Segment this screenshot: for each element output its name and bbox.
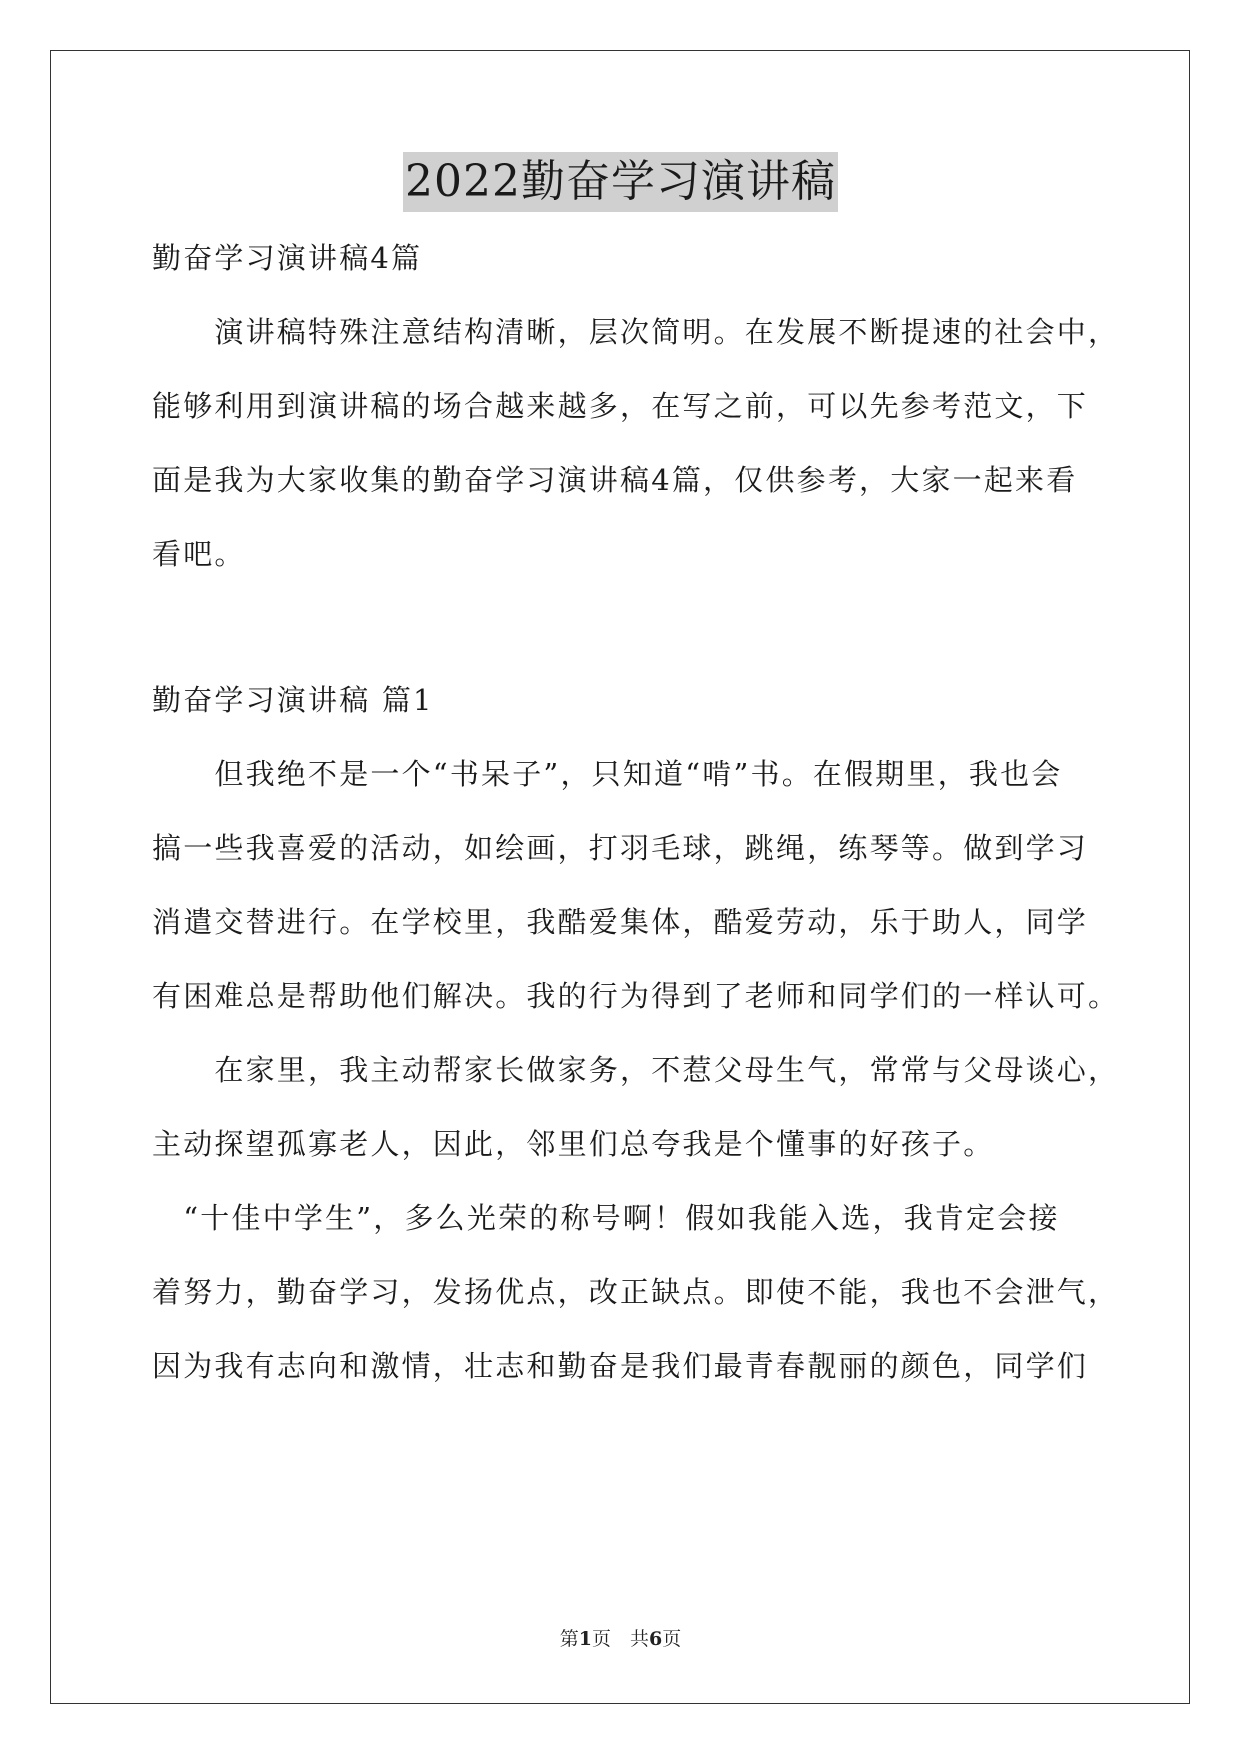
body-line: 看吧。 <box>152 537 246 571</box>
document-title: 2022勤奋学习演讲稿 <box>403 152 838 212</box>
body-line: 面是我为大家收集的勤奋学习演讲稿4篇，仅供参考，大家一起来看 <box>152 463 1078 497</box>
body-line: 着努力，勤奋学习，发扬优点，改正缺点。即使不能，我也不会泄气， <box>152 1275 1120 1309</box>
total-page-number: 6 <box>649 1628 663 1650</box>
current-page-number: 1 <box>578 1628 592 1650</box>
body-line: 主动探望孤寡老人，因此，邻里们总夸我是个懂事的好孩子。 <box>152 1127 995 1161</box>
page-label-mid: 页 共 <box>591 1628 649 1650</box>
body-line: 能够利用到演讲稿的场合越来越多，在写之前，可以先参考范文，下 <box>152 389 1089 423</box>
page-label-prefix: 第 <box>559 1628 579 1650</box>
body-line: 但我绝不是一个“书呆子”，只知道“啃”书。在假期里，我也会 <box>152 757 1063 791</box>
body-line: 在家里，我主动帮家长做家务，不惹父母生气，常常与父母谈心， <box>152 1053 1120 1087</box>
page-border <box>50 50 1190 1704</box>
page-label-suffix: 页 <box>662 1628 682 1650</box>
title-container <box>0 152 1241 212</box>
page-footer <box>0 1626 1241 1652</box>
body-line: 搞一些我喜爱的活动，如绘画，打羽毛球，跳绳，练琴等。做到学习 <box>152 831 1089 865</box>
body-line: 因为我有志向和激情，壮志和勤奋是我们最青春靓丽的颜色，同学们 <box>152 1349 1089 1383</box>
body-line: 演讲稿特殊注意结构清晰，层次简明。在发展不断提速的社会中， <box>152 315 1120 349</box>
body-line: 消遣交替进行。在学校里，我酷爱集体，酷爱劳动，乐于助人，同学 <box>152 905 1089 939</box>
subtitle-line: 勤奋学习演讲稿4篇 <box>152 241 423 275</box>
body-line: “十佳中学生”，多么光荣的称号啊！假如我能入选，我肯定会接 <box>152 1201 1060 1235</box>
section-heading: 勤奋学习演讲稿 篇1 <box>152 683 434 717</box>
body-line: 有困难总是帮助他们解决。我的行为得到了老师和同学们的一样认可。 <box>152 979 1120 1013</box>
